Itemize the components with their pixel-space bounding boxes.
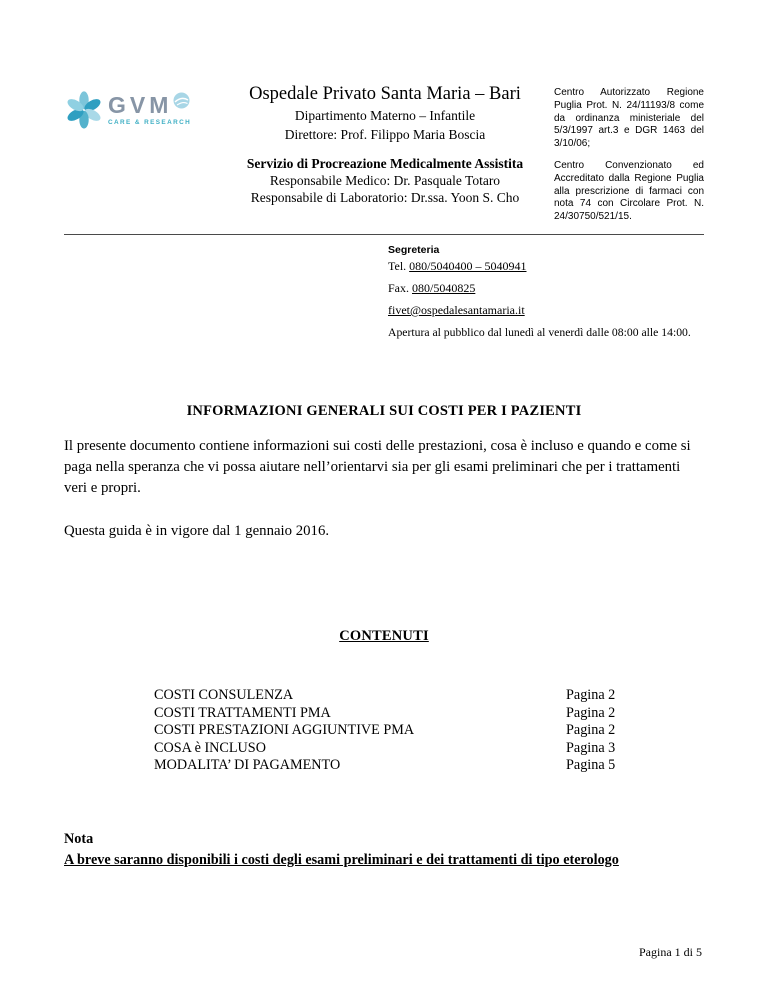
gvm-logo-row <box>64 90 216 130</box>
letterhead-center <box>216 84 554 206</box>
fax-line <box>388 281 704 296</box>
fax-number: 080/5040825 <box>412 280 476 295</box>
toc-row <box>154 705 646 723</box>
email-line <box>388 303 704 318</box>
gvm-globe-icon <box>173 92 190 109</box>
letterhead <box>64 84 704 224</box>
phone-line <box>388 259 704 274</box>
department-subtitle: Dipartimento Materno – Infantile <box>294 108 476 124</box>
service-medical-lead: Responsabile Medico: Dr. Pasquale Totaro <box>269 173 501 189</box>
table-of-contents <box>154 687 646 775</box>
section-title: INFORMAZIONI GENERALI SUI COSTI PER I PAZIENTI <box>186 402 582 419</box>
email-link[interactable]: fivet@ospedalesantamaria.it <box>388 302 525 317</box>
service-title: Servizio di Procreazione Medicalmente Assistita <box>246 156 524 172</box>
toc-item-label: MODALITA’ DI PAGAMENTO <box>154 757 341 774</box>
phone-number: 080/5040400 – 5040941 <box>409 258 527 273</box>
toc-row <box>154 757 646 775</box>
toc-item-page: Pagina 2 <box>566 686 616 703</box>
gvm-logo-text <box>108 94 191 126</box>
accreditation-note-2: Centro Convenzionato ed Accreditato dalla Regione Puglia alla prescrizione di farmaci con nota 74 con Circolare Prot. N. 24/30750/521/15. <box>554 159 704 223</box>
contents-title: CONTENUTI <box>339 627 429 644</box>
gvm-logo <box>64 84 216 130</box>
toc-item-page: Pagina 5 <box>566 757 616 774</box>
secretary-label: Segreteria <box>388 243 440 256</box>
service-lab-lead: Responsabile di Laboratorio: Dr.ssa. Yoon S. Cho <box>250 190 520 206</box>
toc-item-page: Pagina 2 <box>566 704 616 721</box>
director-subtitle: Direttore: Prof. Filippo Maria Boscia <box>284 127 486 143</box>
header-divider <box>64 234 704 235</box>
note-label: Nota <box>64 830 94 847</box>
document-body <box>64 403 704 869</box>
opening-hours: Apertura al pubblico dal lunedì al venerdì dalle 08:00 alle 14:00. <box>388 325 691 339</box>
gvm-brand-text: GVM <box>108 92 173 118</box>
accreditation-note-1: Centro Autorizzato Regione Puglia Prot. N. 24/11193/8 come da ordinanza ministeriale del 5/3/1997 art.3 e DGR 1463 del 3/10/06; <box>554 87 704 150</box>
note-text: A breve saranno disponibili i costi degli esami preliminari e dei trattamenti di tipo eterologo <box>64 851 619 868</box>
toc-item-page: Pagina 2 <box>566 722 616 739</box>
toc-item-page: Pagina 3 <box>566 739 616 756</box>
intro-paragraph: Il presente documento contiene informazioni sui costi delle prestazioni, cosa è incluso e quando e come si paga nella speranza che vi possa aiutare nell’orientarvi sia per gli esami preliminari che per i trattamenti veri e propri. <box>64 437 691 496</box>
accreditation-notes <box>554 84 704 224</box>
toc-item-label: COSTI CONSULENZA <box>154 686 294 703</box>
phone-prefix: Tel. <box>388 258 410 273</box>
contact-block <box>388 244 704 339</box>
toc-row <box>154 722 646 740</box>
note-block <box>64 831 704 869</box>
toc-item-label: COSTI PRESTAZIONI AGGIUNTIVE PMA <box>154 722 415 739</box>
toc-item-label: COSA è INCLUSO <box>154 739 266 756</box>
toc-row <box>154 740 646 758</box>
toc-row <box>154 687 646 705</box>
service-block <box>222 156 548 206</box>
page-number: Pagina 1 di 5 <box>639 945 702 959</box>
toc-item-label: COSTI TRATTAMENTI PMA <box>154 704 331 721</box>
validity-paragraph: Questa guida è in vigore dal 1 gennaio 2016. <box>64 522 330 539</box>
gvm-flower-icon <box>64 90 104 130</box>
gvm-tagline-text: CARE & RESEARCH <box>108 119 192 126</box>
fax-prefix: Fax. <box>388 280 412 295</box>
hospital-title: Ospedale Privato Santa Maria – Bari <box>249 84 521 104</box>
